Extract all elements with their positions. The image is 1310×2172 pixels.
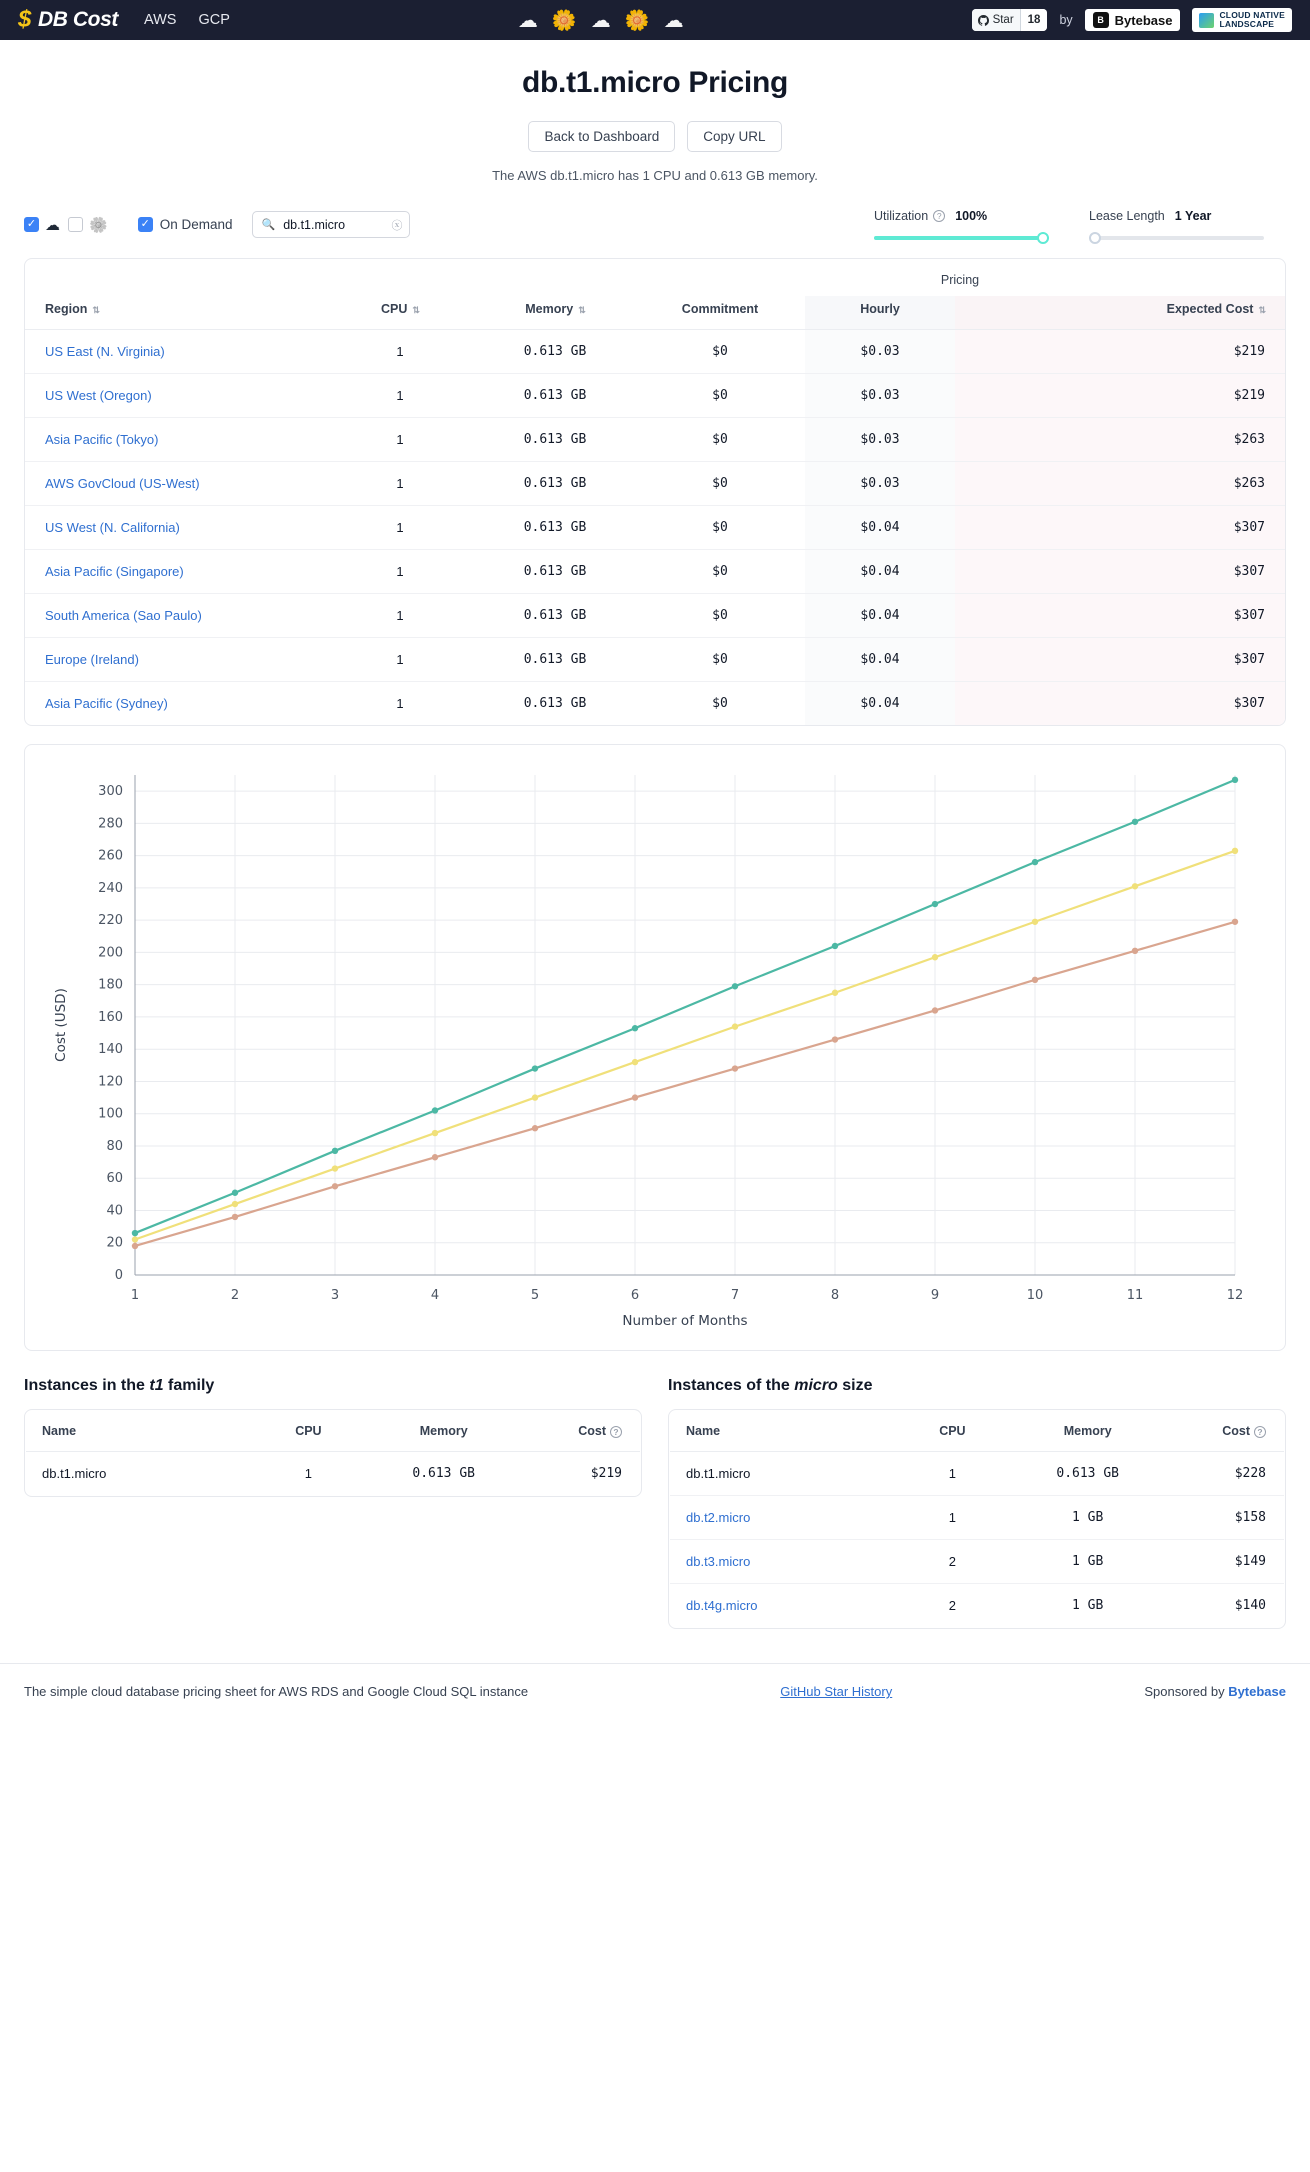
utilization-slider-group xyxy=(874,209,1049,240)
svg-text:11: 11 xyxy=(1126,1288,1144,1303)
lease-slider[interactable] xyxy=(1089,236,1264,240)
size-table-body xyxy=(670,1452,1285,1628)
svg-text:280: 280 xyxy=(98,816,123,832)
utilization-slider[interactable] xyxy=(874,236,1049,240)
cell-memory: 0.613 GB xyxy=(475,462,635,506)
brand-logo[interactable] xyxy=(18,6,118,34)
cell-region[interactable]: Asia Pacific (Singapore) xyxy=(25,550,325,594)
svg-text:7: 7 xyxy=(730,1288,740,1303)
svg-text:20: 20 xyxy=(106,1235,123,1251)
top-bar-right xyxy=(972,8,1292,32)
cell-hourly: $0.03 xyxy=(805,374,955,418)
col-header-memory[interactable]: Memory ⇅ xyxy=(475,296,635,330)
search-input[interactable] xyxy=(281,217,401,233)
size-instances-panel xyxy=(668,1377,1286,1629)
on-demand-checkbox[interactable]: ✓ xyxy=(138,217,153,232)
cell-cost: $149 xyxy=(1161,1540,1284,1584)
cell-memory: 0.613 GB xyxy=(475,418,635,462)
cell-expected-cost: $307 xyxy=(955,682,1285,726)
cell-cpu: 1 xyxy=(325,550,475,594)
cell-region[interactable]: US East (N. Virginia) xyxy=(25,330,325,374)
bytebase-logo[interactable] xyxy=(1085,9,1181,31)
github-star-label: Star xyxy=(992,14,1014,26)
col-header-memory[interactable]: Memory xyxy=(1014,1411,1162,1452)
cell-hourly: $0.04 xyxy=(805,638,955,682)
svg-text:40: 40 xyxy=(106,1203,123,1219)
cell-memory: 1 GB xyxy=(1072,1598,1104,1613)
cncf-mark-icon xyxy=(1199,13,1214,28)
footer-sponsor: Sponsored by Bytebase xyxy=(1144,1684,1286,1699)
nav-item-gcp[interactable]: GCP xyxy=(198,12,230,28)
sort-icon: ⇅ xyxy=(1258,305,1265,315)
cell-memory: 0.613 GB xyxy=(412,1466,475,1481)
table-row[interactable] xyxy=(670,1540,1285,1584)
cell-cpu: 1 xyxy=(325,462,475,506)
cell-cpu: 1 xyxy=(325,638,475,682)
cell-commitment: $0 xyxy=(635,638,805,682)
on-demand-label: On Demand xyxy=(159,217,233,232)
cell-expected-cost: $219 xyxy=(955,330,1285,374)
cell-cpu: 1 xyxy=(304,1466,312,1481)
cell-hourly: $0.04 xyxy=(805,594,955,638)
svg-text:Number of Months: Number of Months xyxy=(622,1313,748,1329)
col-header-cpu[interactable]: CPU xyxy=(247,1411,370,1452)
cell-region[interactable]: Asia Pacific (Tokyo) xyxy=(25,418,325,462)
flower-icon: 🌼 xyxy=(551,9,577,32)
cell-expected-cost: $307 xyxy=(955,506,1285,550)
cloud-icon: ☁ xyxy=(517,9,538,32)
cell-cost: $219 xyxy=(590,1466,622,1481)
col-header-region[interactable]: Region ⇅ xyxy=(25,296,325,330)
utilization-label: Utilization xyxy=(874,209,929,223)
svg-text:5: 5 xyxy=(530,1288,540,1303)
family-table xyxy=(25,1410,641,1496)
cell-name[interactable]: db.t2.micro xyxy=(670,1496,891,1540)
utilization-label-row xyxy=(874,209,1049,223)
cell-commitment: $0 xyxy=(635,506,805,550)
family-heading: Instances in the t1 family xyxy=(24,1377,215,1394)
cell-hourly: $0.04 xyxy=(805,506,955,550)
cell-cpu: 1 xyxy=(891,1452,1014,1496)
lease-length-value: 1 Year xyxy=(1174,209,1212,223)
copy-url-button[interactable]: Copy URL xyxy=(687,121,781,152)
cell-name: db.t1.micro xyxy=(670,1452,891,1496)
pricing-header-row xyxy=(25,296,1285,330)
svg-text:80: 80 xyxy=(106,1138,123,1154)
col-header-hourly[interactable]: Hourly xyxy=(805,296,955,330)
svg-text:240: 240 xyxy=(98,880,123,896)
family-table-body xyxy=(26,1452,641,1496)
filter-bar xyxy=(0,209,1310,240)
table-row[interactable] xyxy=(670,1496,1285,1540)
col-header-name[interactable]: Name xyxy=(670,1411,891,1452)
col-header-cpu[interactable]: CPU xyxy=(891,1411,1014,1452)
svg-text:0: 0 xyxy=(114,1268,123,1283)
family-instances-panel xyxy=(24,1377,642,1629)
by-label: by xyxy=(1059,13,1073,27)
help-icon[interactable]: ? xyxy=(933,210,945,222)
cell-region[interactable]: Asia Pacific (Sydney) xyxy=(45,696,168,711)
col-header-commitment[interactable]: Commitment xyxy=(635,296,805,330)
table-row[interactable] xyxy=(25,682,1285,726)
svg-text:3: 3 xyxy=(330,1288,340,1303)
header-actions xyxy=(0,121,1310,152)
slider-group xyxy=(874,209,1286,240)
table-row[interactable] xyxy=(25,638,1285,682)
pricing-group-header-row xyxy=(25,259,1285,296)
flower-icon: 🌼 xyxy=(624,9,650,32)
cell-commitment: $0 xyxy=(635,550,805,594)
utilization-slider-knob[interactable] xyxy=(1037,232,1049,244)
cell-hourly: $0.03 xyxy=(805,418,955,462)
svg-text:120: 120 xyxy=(98,1074,123,1090)
page-title: db.t1.micro Pricing xyxy=(521,66,788,99)
pricing-table xyxy=(25,259,1285,725)
cell-region[interactable]: US West (N. California) xyxy=(25,506,325,550)
cell-expected-cost: $307 xyxy=(955,550,1285,594)
cell-memory: 0.613 GB xyxy=(475,594,635,638)
svg-text:4: 4 xyxy=(430,1288,440,1303)
on-demand-filter[interactable] xyxy=(138,217,233,232)
bytebase-mark-icon: B xyxy=(1093,12,1109,28)
lease-slider-group xyxy=(1089,209,1264,240)
family-header-row xyxy=(26,1411,641,1452)
cell-cost: $158 xyxy=(1161,1496,1284,1540)
cell-cpu: 1 xyxy=(325,330,475,374)
cell-hourly: $0.04 xyxy=(805,682,955,726)
gcp-cloud-icon: 🌼 xyxy=(89,216,108,234)
page-subtitle: The AWS db.t1.micro has 1 CPU and 0.613 GB memory. xyxy=(492,168,818,183)
table-row[interactable] xyxy=(26,1452,641,1496)
cell-memory: 1 GB xyxy=(1014,1540,1162,1584)
cell-cpu: 1 xyxy=(325,418,475,462)
cell-commitment: $0 xyxy=(635,330,805,374)
cell-memory: 1 GB xyxy=(1014,1496,1162,1540)
help-icon[interactable]: ? xyxy=(610,1426,622,1438)
nav-item-aws[interactable]: AWS xyxy=(143,12,177,28)
svg-text:260: 260 xyxy=(98,848,123,864)
cell-expected-cost: $263 xyxy=(955,418,1285,462)
cell-commitment: $0 xyxy=(635,374,805,418)
table-row[interactable] xyxy=(25,462,1285,506)
page-footer xyxy=(0,1663,1310,1723)
bytebase-label: Bytebase xyxy=(1114,12,1173,28)
clear-search-icon[interactable]: ⓧ xyxy=(391,219,403,232)
github-star-left xyxy=(972,9,1021,31)
cell-cpu: 2 xyxy=(948,1598,956,1613)
col-header-cpu[interactable]: CPU ⇅ xyxy=(325,296,475,330)
col-header-expected-cost[interactable]: Expected Cost ⇅ xyxy=(955,296,1285,330)
sort-icon: ⇅ xyxy=(412,305,419,315)
svg-text:9: 9 xyxy=(930,1288,940,1303)
cell-commitment: $0 xyxy=(635,594,805,638)
back-to-dashboard-button[interactable]: Back to Dashboard xyxy=(528,121,675,152)
svg-text:8: 8 xyxy=(830,1288,840,1303)
cell-memory: 0.613 GB xyxy=(475,638,635,682)
cell-memory: 0.613 GB xyxy=(475,330,635,374)
cell-region[interactable]: US West (Oregon) xyxy=(25,374,325,418)
lease-label-row xyxy=(1089,209,1264,223)
table-row[interactable] xyxy=(25,418,1285,462)
cell-cpu: 1 xyxy=(325,374,475,418)
col-header-memory[interactable]: Memory xyxy=(370,1411,518,1452)
top-navigation-bar xyxy=(0,0,1310,40)
table-row[interactable] xyxy=(25,594,1285,638)
col-header-name[interactable]: Name xyxy=(26,1411,247,1452)
cloud-icon: ☁ xyxy=(590,9,611,32)
sort-icon: ⇅ xyxy=(578,305,585,315)
cell-hourly: $0.04 xyxy=(805,550,955,594)
cell-expected-cost: $219 xyxy=(955,374,1285,418)
cell-commitment: $0 xyxy=(635,418,805,462)
cell-cost: $140 xyxy=(1234,1598,1266,1613)
col-header-cost[interactable]: Cost ? xyxy=(1161,1411,1284,1452)
svg-text:100: 100 xyxy=(98,1106,123,1122)
utilization-value: 100% xyxy=(955,209,988,223)
footer-sponsor-brand[interactable]: Bytebase xyxy=(1228,1684,1286,1699)
github-star-history-link[interactable]: GitHub Star History xyxy=(780,1684,893,1699)
pricing-table-body xyxy=(25,330,1285,726)
cncf-landscape-badge[interactable] xyxy=(1192,8,1292,32)
svg-text:200: 200 xyxy=(98,945,123,961)
cloud-decoration xyxy=(230,8,972,33)
col-header-cost[interactable]: Cost ? xyxy=(517,1411,640,1452)
cncf-text: CLOUD NATIVE LANDSCAPE xyxy=(1219,10,1285,29)
aws-cloud-icon: ☁ xyxy=(45,216,60,234)
cell-expected-cost: $307 xyxy=(955,594,1285,638)
cell-memory: 0.613 GB xyxy=(475,374,635,418)
svg-text:2: 2 xyxy=(230,1288,240,1303)
svg-text:160: 160 xyxy=(98,1009,123,1025)
svg-text:300: 300 xyxy=(98,784,123,800)
svg-text:140: 140 xyxy=(98,1042,123,1058)
cell-memory: 0.613 GB xyxy=(523,696,587,711)
dollar-icon: $ xyxy=(18,6,31,33)
svg-text:6: 6 xyxy=(630,1288,640,1303)
cell-commitment: $0 xyxy=(635,462,805,506)
svg-text:60: 60 xyxy=(106,1171,123,1187)
cost-line-chart xyxy=(35,757,1275,1337)
cell-name[interactable]: db.t4g.micro xyxy=(686,1598,758,1613)
lease-length-label: Lease Length xyxy=(1089,209,1165,223)
cell-cost: $228 xyxy=(1161,1452,1284,1496)
cell-commitment: $0 xyxy=(712,696,728,711)
cell-region[interactable]: Europe (Ireland) xyxy=(25,638,325,682)
size-table xyxy=(669,1410,1285,1628)
table-row[interactable] xyxy=(25,330,1285,374)
svg-text:10: 10 xyxy=(1026,1288,1044,1303)
cell-cpu: 1 xyxy=(891,1496,1014,1540)
aws-checkbox[interactable]: ✓ xyxy=(24,217,39,232)
svg-text:Cost (USD): Cost (USD) xyxy=(53,988,69,1062)
size-heading: Instances of the micro size xyxy=(668,1377,873,1394)
svg-text:180: 180 xyxy=(98,977,123,993)
cell-memory: 0.613 GB xyxy=(475,506,635,550)
brand-name: DB Cost xyxy=(37,8,118,31)
svg-text:1: 1 xyxy=(130,1288,140,1303)
cell-memory: 0.613 GB xyxy=(1014,1452,1162,1496)
table-row[interactable] xyxy=(670,1584,1285,1628)
cost-chart-card xyxy=(24,744,1286,1351)
github-star-count: 18 xyxy=(1021,9,1048,31)
cell-region[interactable]: AWS GovCloud (US-West) xyxy=(25,462,325,506)
cost-chart xyxy=(35,757,1275,1342)
cell-expected-cost: $307 xyxy=(955,638,1285,682)
footer-mid xyxy=(528,1684,1144,1699)
related-instances-section xyxy=(0,1377,1310,1629)
svg-text:12: 12 xyxy=(1226,1288,1244,1303)
cloud-icon: ☁ xyxy=(663,9,684,32)
pricing-table-card xyxy=(24,258,1286,726)
cell-cpu: 2 xyxy=(891,1540,1014,1584)
svg-text:220: 220 xyxy=(98,913,123,929)
cell-cpu: 1 xyxy=(396,696,404,711)
table-row[interactable] xyxy=(670,1452,1285,1496)
cell-region[interactable]: South America (Sao Paulo) xyxy=(25,594,325,638)
lease-slider-knob[interactable] xyxy=(1089,232,1101,244)
search-box[interactable] xyxy=(252,211,410,238)
cell-cpu: 1 xyxy=(325,594,475,638)
pricing-group-header: Pricing xyxy=(940,273,980,287)
github-star-button[interactable] xyxy=(972,9,1048,31)
sort-icon: ⇅ xyxy=(92,305,99,315)
cell-cpu: 1 xyxy=(325,506,475,550)
cell-hourly: $0.03 xyxy=(805,462,955,506)
table-row[interactable] xyxy=(25,550,1285,594)
table-row[interactable] xyxy=(25,506,1285,550)
top-nav-links xyxy=(144,12,230,28)
table-row[interactable] xyxy=(25,374,1285,418)
cell-expected-cost: $263 xyxy=(955,462,1285,506)
footer-tagline: The simple cloud database pricing sheet for AWS RDS and Google Cloud SQL instance xyxy=(24,1684,529,1699)
cell-name: db.t1.micro xyxy=(42,1466,107,1481)
github-icon xyxy=(978,15,989,26)
cell-memory: 0.613 GB xyxy=(475,550,635,594)
size-header-row xyxy=(670,1411,1285,1452)
help-icon[interactable]: ? xyxy=(1254,1426,1266,1438)
search-icon: 🔍 xyxy=(261,219,276,231)
gcp-checkbox[interactable] xyxy=(68,217,83,232)
cell-hourly: $0.03 xyxy=(805,330,955,374)
cell-name[interactable]: db.t3.micro xyxy=(670,1540,891,1584)
